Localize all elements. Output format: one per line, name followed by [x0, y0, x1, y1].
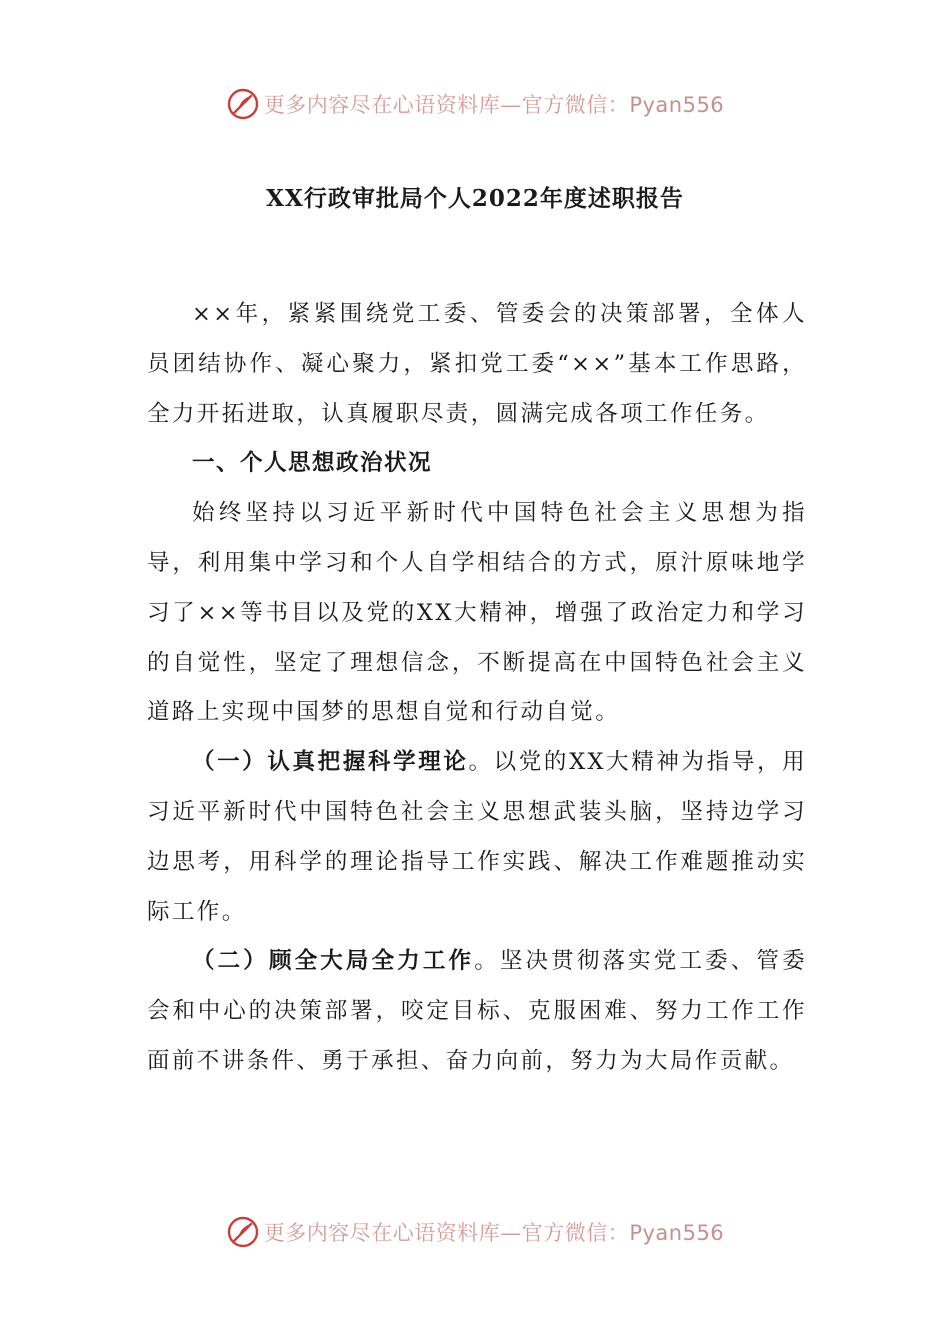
- quill-logo-icon: [226, 1215, 260, 1249]
- section-heading-1: 一、个人思想政治状况: [192, 450, 433, 477]
- watermark-text: 更多内容尽在心语资料库—官方微信：Pyan556: [263, 1221, 725, 1245]
- subsection-2-body: 。坚决贯彻落实党工委、管委会和中心的决策部署，咬定目标、克服困难、努力工作工作面前不讲条件、勇于承担、奋力向前，努力为大局作贡献。: [147, 948, 807, 1074]
- document-body: [147, 290, 807, 1087]
- subsection-1-paragraph: [147, 738, 807, 937]
- watermark-wechat-id: Pyan556: [629, 93, 725, 117]
- intro-paragraph: ××年，紧紧围绕党工委、管委会的决策部署，全体人员团结协作、凝心聚力，紧扣党工委“××”基本工作思路，全力开拓进取，认真履职尽责，圆满完成各项工作任务。: [147, 301, 807, 427]
- section-1-paragraph: 始终坚持以习近平新时代中国特色社会主义思想为指导，利用集中学习和个人自学相结合的方式，原汁原味地学习了××等书目以及党的XX大精神，增强了政治定力和学习的自觉性，坚定了理想信念，不断提高在中国特色社会主义道路上实现中国梦的思想自觉和行动自觉。: [147, 500, 807, 726]
- document-title: XX行政审批局个人2022年度述职报告: [266, 185, 684, 212]
- quill-logo-icon: [226, 87, 260, 121]
- subsection-2-lead: （二）顾全大局全力工作: [192, 948, 475, 975]
- watermark-text: 更多内容尽在心语资料库—官方微信：Pyan556: [263, 93, 725, 117]
- watermark-wechat-id: Pyan556: [629, 1221, 725, 1245]
- watermark-header: [0, 82, 950, 126]
- subsection-1-lead: （一）认真把握科学理论: [192, 749, 469, 776]
- subsection-1-body: 。以党的XX大精神为指导，用习近平新时代中国特色社会主义思想武装头脑，坚持边学习边思考，用科学的理论指导工作实践、解决工作难题推动实际工作。: [147, 749, 807, 925]
- watermark-footer: [0, 1210, 950, 1254]
- subsection-2-paragraph: [147, 937, 807, 1086]
